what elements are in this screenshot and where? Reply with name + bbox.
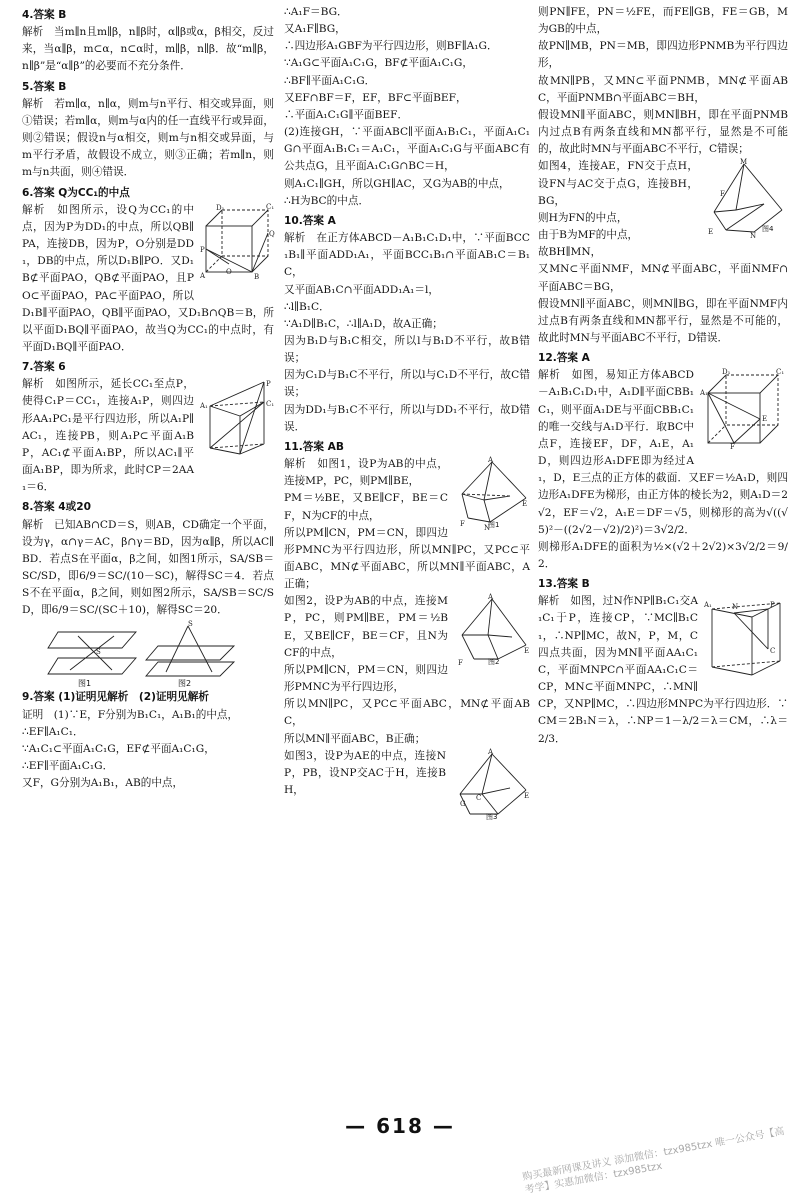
svg-text:C₁: C₁ [266,400,275,409]
svg-text:C₁: C₁ [776,368,785,377]
proof-9-line12: ∴平面A₁C₁G∥平面BEF． [284,108,409,121]
proof-9-line7: 又A₁F∥BG， [284,23,346,36]
solution-10-b: 又平面AB₁C∩平面ADD₁A₁＝l， [284,283,439,296]
solution-11-m: 如图4，连接AE，FN交于点H，设FN与AC交于点G，连接BH，BG， [538,160,698,207]
svg-text:A₁: A₁ [200,402,208,411]
solution-11-o: 由于B为MF的中点， [538,229,639,242]
solution-11-r: 假设MN∥平面ABC，则MN∥BG，即在平面NMF内过点B有两条直线和MN都平行，显然是不可能的，故此时MN与平面ABC不平行，D错误． [538,297,788,344]
svg-text:A: A [200,271,206,280]
solution-12-a: 解析 如图，易知正方体ABCD－A₁B₁C₁D₁中，A₁D∥平面CBB₁C₁，则平面A₁DE与平面CBB₁C₁的唯一交线与A₁D平行．取BC中点F，连接EF，DF，A₁E，A₁D，则四边形A₁DFE即为经过A₁，D，E三点的正方体的截面．又EF＝½A₁D，则四边形A₁DFE为梯形，由正方体的棱长为2，则A₁D＝2√2，EF＝√2，A₁E＝DF＝√5，则梯形的高为√((√5)²－((2√2－√2)/2)²)＝3√2/2． [538,369,788,536]
svg-text:A₁: A₁ [700,389,708,398]
proof-9-line4: ∴EF∥平面A₁C₁G． [22,760,114,773]
solution-11-e: 所以PM∥CN，PM＝CN，则四边形PMNC为平行四边形， [284,663,448,694]
column-left [22,4,274,792]
solution-11-d: 如图2，设P为AB的中点，连接MP，PC，则PM∥BE，PM＝½BE，又BE∥CF，BE＝CF，且N为CF的中点， [284,595,448,659]
answer-13: 13.答案 B [538,578,590,591]
svg-text:F: F [720,190,725,199]
solution-10-a: 解析 在正方体ABCD－A₁B₁C₁D₁中，∵平面BCC₁B₁∥平面ADD₁A₁，平面BCC₁B₁∩平面AB₁C＝B₁C， [284,232,530,279]
svg-text:E: E [522,500,528,509]
proof-9-part2: (2)连接GH，∵平面ABC∥平面A₁B₁C₁，平面A₁C₁G∩平面A₁B₁C₁＝A₁C₁，平面A₁C₁G与平面ABC有公共点G，且平面A₁C₁G∩BC＝H， [284,126,530,173]
solution-11-j: 故PN∥MB，PN＝MB，即四边形PNMB为平行四边形， [538,40,788,70]
page-number-value: 618 [376,1113,424,1138]
cube-figure-12 [700,369,788,455]
svg-text:S: S [188,620,193,629]
column-right [538,4,788,748]
figure-11-4 [704,160,788,244]
fig-caption-11-4: 图4 [762,225,774,234]
svg-text:E: E [524,791,530,800]
solution-11-l: 假设MN∥平面ABC，则MN∥BH，即在平面PNMB内过点B有两条直线和MN都平行，显然是不可能的，故此时MN与平面ABC不平行，C错误； [538,108,788,156]
solution-8: 解析 已知AB∩CD＝S，则AB，CD确定一个平面，设为γ，α∩γ＝AC，β∩γ＝BD，因为α∥β，所以AC∥BD．若点S在平面α，β之间，如图1所示，SA/SB＝SC/SD，即6/9＝SC/(10－SC)，解得SC＝4．若点S不在平面α，β之间，则如图2所示，SA/SB＝SC/SD，即6/9＝SC/(SC＋10)，解得SC＝20． [22,518,274,617]
svg-text:C₁: C₁ [266,202,275,211]
solution-6: 解析 如图所示，设Q为CC₁的中点，因为P为DD₁的中点，所以QB∥PA，连接DB，因为P，O分别是DD₁，DB的中点，所以D₁B∥PO．又D₁B⊄平面PAO，QB⊄平面PAO，且PO⊂平面PAO，PA⊂平面PAO，所以D₁B∥平面PAO，QB∥平面PAO，又D₁B∩QB＝B，所以平面D₁BQ∥平面PAO，故当Q为CC₁的中点时，有平面D₁BQ∥平面PAO． [22,203,274,353]
figure-11-3 [452,747,530,828]
proof-9-line11: 又EF∩BF＝F，EF，BF⊂平面BEF， [284,91,467,104]
prism-figure-13 [704,595,788,687]
solution-10-d: ∵A₁D∥B₁C，∴l∥A₁D，故A正确； [284,317,443,330]
svg-text:F: F [460,520,465,529]
svg-text:A: A [488,593,494,602]
solution-11-h: 如图3，设P为AE的中点，连接NP，PB，设NP交AC于H，连接BH， [284,749,446,797]
solution-10-e: 因为B₁D与B₁C相交，所以l与B₁D不平行，故B错误； [284,334,530,365]
proof-9-line3: ∵A₁C₁⊂平面A₁C₁G，EF⊄平面A₁C₁G， [22,742,215,755]
answer-5: 5.答案 B [22,80,67,93]
figure-11-2 [454,595,530,673]
proof-9-line5: 又F，G分别为A₁B₁，AB的中点， [22,777,184,790]
answer-10: 10.答案 A [284,214,336,227]
answer-8: 8.答案 4或20 [22,501,91,514]
proof-9-part2-c: ∴H为BC的中点． [284,194,370,207]
svg-text:Q: Q [269,229,275,238]
figure-11-1 [454,458,530,536]
svg-text:E: E [762,415,768,424]
svg-text:E: E [524,647,530,656]
svg-text:A₁: A₁ [704,601,712,610]
answer-11: 11.答案 AB [284,440,344,453]
answer-7: 7.答案 6 [22,361,66,374]
solution-11-k: 故MN∥PB，又MN⊂平面PNMB，MN⊄平面ABC，平面PNMB∩平面ABC＝BH， [538,74,788,104]
column-middle [284,4,530,830]
svg-text:N: N [732,603,739,612]
proof-9-line9: ∵A₁G⊂平面A₁C₁G，BF⊄平面A₁C₁G， [284,57,473,70]
solution-11-c: 所以PM∥CN，PM＝CN，即四边形PMNC为平行四边形，所以MN∥PC，又PC⊂平面ABC，MN⊄平面ABC，所以MN∥平面ABC，A正确； [284,526,530,591]
planes-figures-8 [48,620,248,689]
solution-11-i: 则PN∥FE，PN＝½FE，而FE∥GB，FE＝GB，M为GB的中点， [538,6,788,36]
fig-caption-1: 图1 [78,679,92,689]
svg-text:A: A [488,456,494,465]
svg-text:E: E [708,228,714,237]
solution-11-f: 所以MN∥PC，又PC⊂平面ABC，MN⊄平面ABC， [284,698,530,728]
watermark: 购买最新网课及讲义 添加微信：tzx985tzx 唯一公众号【高考学】实惠加微信：tzx985tzx [521,1126,786,1196]
solution-7: 解析 如图所示，延长CC₁至点P，使得C₁P＝CC₁，连接A₁P，则四边形AA₁PC₁是平行四边形，所以A₁P∥AC₁，连接PB，则A₁P⊂平面A₁BP，AC₁⊄平面A₁BP，所以AC₁∥平面A₁BP，即为所求，此时CP＝2AA₁＝6． [22,378,194,494]
answer-6: 6.答案 Q为CC₁的中点 [22,186,130,199]
proof-9-line1: 证明 (1)∵E，F分别为B₁C₁，A₁B₁的中点， [22,708,239,721]
svg-text:D₁: D₁ [722,368,731,377]
svg-text:C: C [770,647,776,656]
proof-9-part2-b: 则A₁C₁∥GH，所以GH∥AC，又G为AB的中点， [284,177,510,190]
answer-9: 9.答案 (1)证明见解析 (2)证明见解析 [22,691,209,704]
svg-text:B: B [254,272,260,281]
answer-12: 12.答案 A [538,352,590,365]
solution-4: 解析 当m∥n且m∥β，n∥β时，α∥β或α，β相交，反过来，当α∥β，m⊂α，n⊂α时，m∥β，n∥β．故“m∥β，n∥β”是“α∥β”的必要而不充分条件． [22,26,274,73]
svg-text:P: P [266,380,271,389]
solution-11-b: PM＝½BE，又BE∥CF，BE＝CF，N为CF的中点， [284,492,448,522]
svg-text:C: C [476,793,482,802]
svg-text:D₁: D₁ [216,203,225,212]
svg-text:A: A [488,747,494,756]
solution-11-a: 解析 如图1，设P为AB的中点，连接MP，PC，则PM∥BE， [284,458,448,488]
fig-caption-11-3: 图3 [486,812,498,821]
fig-caption-2: 图2 [178,679,192,689]
fig-caption-11-2: 图2 [488,658,500,667]
page-number: — 618 — [345,1113,455,1138]
solution-13: 解析 如图，过N作NP∥B₁C₁交A₁C₁于P，连接CP，∵MC∥B₁C₁，∴NP∥MC，故N，P，M，C四点共面，因为MN∥平面AA₁C₁C，平面MNPC∩平面AA₁C₁C＝CP，MN⊂平面MNPC，∴MN∥CP，又NP∥MC，∴四边形MNPC为平行四边形．∵CM＝2B₁N＝λ，∴NP＝1－λ/2＝λ＝CM，∴λ＝2/3． [538,595,788,745]
solution-11-q: 又MN⊂平面NMF，MN⊄平面ABC，平面NMF∩平面ABC＝BG， [538,263,788,293]
svg-text:N: N [484,524,491,533]
proof-9-line8: ∴四边形A₁GBF为平行四边形，则BF∥A₁G． [284,40,498,53]
proof-9-line10: ∴BF∥平面A₁C₁G． [284,74,376,87]
solution-10-c: ∴l∥B₁C． [284,300,330,313]
svg-text:P: P [200,245,205,254]
solution-5: 解析 若m∥α，n∥α，则m与n平行、相交或异面，则①错误；若m∥α，则m与α内的任一直线平行或异面，则②错误；假设n与α相交，则m与n相交或异面，与m平行矛盾，故假设不成立，则③正确；若m∥n，则m与n共面，则④错误． [22,97,274,179]
fig-caption-11-1: 图1 [488,521,500,530]
svg-text:O: O [226,267,232,276]
solution-10-g: 因为DD₁与B₁C不平行，所以l与DD₁不平行，故D错误． [284,403,530,433]
solution-10-f: 因为C₁D与B₁C不平行，所以l与C₁D不平行，故C错误； [284,369,530,399]
svg-text:G: G [460,799,466,808]
svg-text:N: N [750,232,757,241]
svg-text:S: S [96,648,101,657]
svg-text:F: F [730,443,735,452]
solution-11-n: 则H为FN的中点， [538,211,628,224]
cube-figure-6 [200,204,274,286]
answer-4: 4.答案 B [22,9,67,21]
prism-figure-7 [200,378,274,462]
proof-9-line2: ∴EF∥A₁C₁． [22,725,84,738]
solution-11-p: 故BH∥MN， [538,246,602,259]
svg-text:M: M [740,158,748,167]
proof-9-line6: ∴A₁F＝BG． [284,6,348,18]
svg-text:P: P [770,601,775,610]
solution-11-g: 所以MN∥平面ABC，B正确； [284,732,426,745]
svg-text:F: F [458,659,463,668]
solution-12-b: 则梯形A₁DFE的面积为½×(√2＋2√2)×3√2/2＝9/2． [538,540,788,570]
